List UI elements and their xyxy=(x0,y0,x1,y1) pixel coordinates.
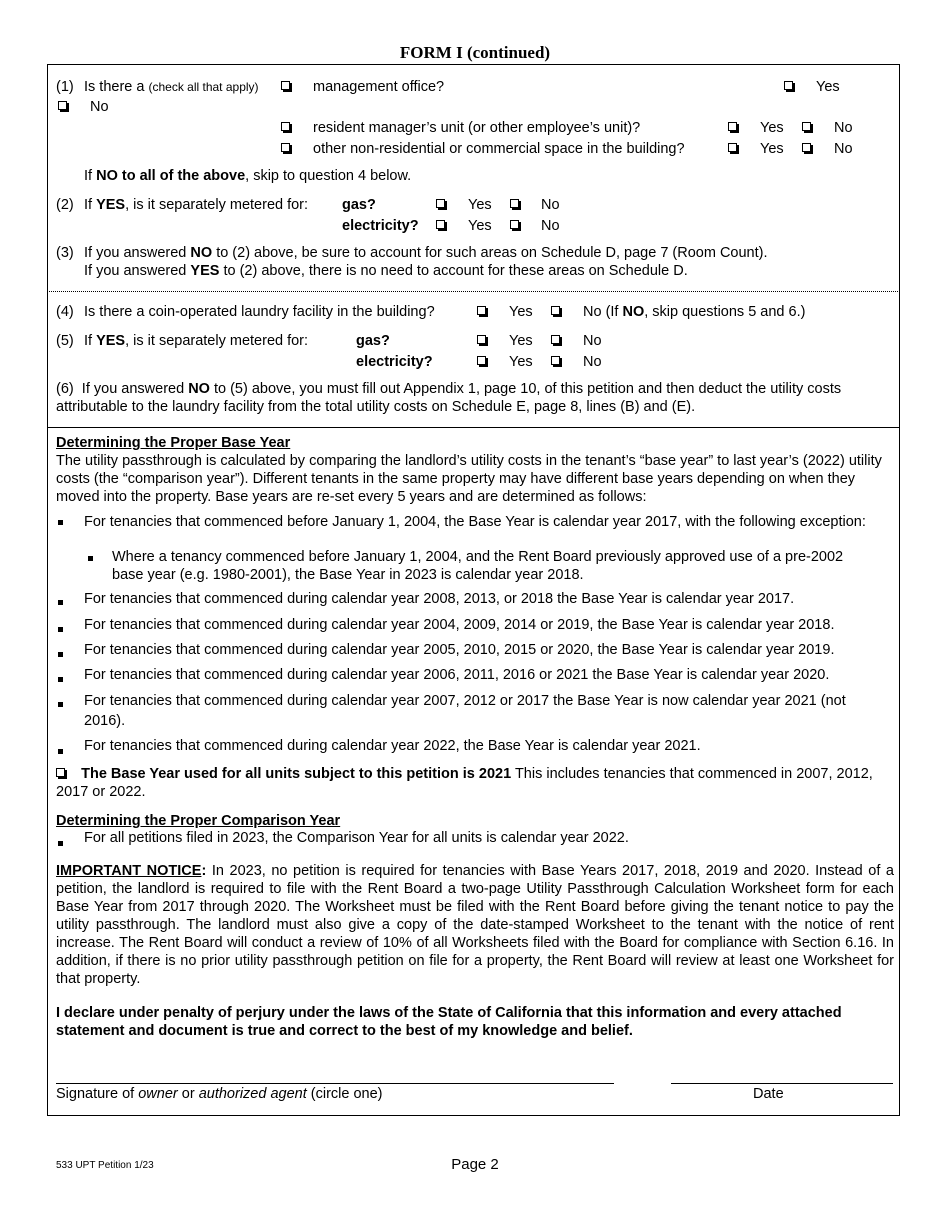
base-year-intro: The utility passthrough is calculated by comparing the landlord’s utility costs in the tenant’s “base year” to last year’s (2022) utility costs (the “comparison year”). Different tenants in the same property may have different base years depending on when they moved into the property. Base years are re-set every 5 years and are determined as follows: xyxy=(56,453,882,505)
q5-electricity-label: electricity? xyxy=(356,354,433,370)
form-id: 533 UPT Petition 1/23 xyxy=(56,1160,154,1171)
q1-item2-no-label: No xyxy=(834,120,853,136)
base-year-bullet-6: For tenancies that commenced during calendar year 2007, 2012 or 2017 the Base Year is now calendar year 2021 (not 2016). xyxy=(84,693,846,729)
checkbox-icon[interactable] xyxy=(281,143,290,152)
checkbox-icon[interactable] xyxy=(802,143,811,152)
checkbox-icon[interactable] xyxy=(477,306,486,315)
checkbox-icon[interactable] xyxy=(510,199,519,208)
q5-electricity-yes: Yes xyxy=(509,354,533,370)
comparison-year-bullet: For all petitions filed in 2023, the Comparison Year for all units is calendar year 2022. xyxy=(84,830,629,846)
q4-no-text: No (If NO, skip questions 5 and 6.) xyxy=(583,304,806,320)
section-divider xyxy=(47,427,900,428)
comparison-year-heading: Determining the Proper Comparison Year xyxy=(56,813,341,829)
important-notice: IMPORTANT NOTICE: In 2023, no petition is required for tenancies with Base Years 2017, 2018, 2019 and 2020. Instead of a petition, the landlord is required to file with the Rent Board a two-page Utility Passthrough Calculation Worksheet form for each Base Year from 2017 through 2020. The Worksheet must be filed with the Rent Board before giving the tenant notice to pay the utility passthrough. The landlord must also give a copy of the date-stamped Worksheet to the tenant with the notice of rent increase. The Rent Board will conduct a review of 10% of all Worksheets filed with the Board for compliance with Section 6.16. In addition, if there is no prior utility passthrough petition on file for a property, the Rent Board will review at least one Worksheet for that property. xyxy=(56,863,894,987)
q1-item1-yes-label: Yes xyxy=(816,79,840,95)
base-year-used: The Base Year used for all units subject to this petition is 2021 This includes tenancies that commenced in 2007, 2012, 2017 or 2022. xyxy=(56,766,873,800)
checkbox-icon[interactable] xyxy=(510,220,519,229)
q5-gas-yes: Yes xyxy=(509,333,533,349)
q1-number: (1) xyxy=(56,79,74,95)
checkbox-icon[interactable] xyxy=(56,768,65,777)
checkbox-icon[interactable] xyxy=(281,81,290,90)
bullet-icon xyxy=(58,652,63,657)
q1-item-management-office: management office? xyxy=(313,79,445,95)
base-year-bullet-3: For tenancies that commenced during calendar year 2004, 2009, 2014 or 2019, the Base Year is calendar year 2018. xyxy=(84,617,835,633)
checkbox-icon[interactable] xyxy=(784,81,793,90)
bullet-icon xyxy=(58,677,63,682)
base-year-bullet-5: For tenancies that commenced during calendar year 2006, 2011, 2016 or 2021 the Base Year is calendar year 2020. xyxy=(84,667,830,683)
base-year-bullet-2: For tenancies that commenced during calendar year 2008, 2013, or 2018 the Base Year is calendar year 2017. xyxy=(84,591,795,607)
checkbox-icon[interactable] xyxy=(281,122,290,131)
bullet-icon xyxy=(58,841,63,846)
base-year-bullet-1-sub: Where a tenancy commenced before January 1, 2004, and the Rent Board previously approved use of a pre-2002 base year (e.g. 1980-2001), the Base Year in 2023 is calendar year 2018. xyxy=(112,549,844,583)
q4-yes: Yes xyxy=(509,304,533,320)
q4-number: (4) xyxy=(56,304,74,320)
q2-text: If YES, is it separately metered for: xyxy=(84,197,309,213)
checkbox-icon[interactable] xyxy=(551,335,560,344)
bullet-icon xyxy=(58,520,63,525)
checkbox-icon[interactable] xyxy=(436,199,445,208)
checkbox-icon[interactable] xyxy=(728,143,737,152)
bullet-icon xyxy=(58,600,63,605)
checkbox-icon[interactable] xyxy=(551,306,560,315)
checkbox-icon[interactable] xyxy=(436,220,445,229)
q1-item-commercial-space: other non-residential or commercial space in the building? xyxy=(313,141,685,157)
q4-text: Is there a coin-operated laundry facility in the building? xyxy=(84,304,435,320)
checkbox-icon[interactable] xyxy=(477,335,486,344)
q1-lead: Is there a (check all that apply) xyxy=(84,79,259,95)
q2-electricity-label: electricity? xyxy=(342,218,419,234)
checkbox-icon[interactable] xyxy=(551,356,560,365)
checkbox-icon[interactable] xyxy=(58,101,67,110)
q2-gas-label: gas? xyxy=(342,197,376,213)
checkbox-icon[interactable] xyxy=(728,122,737,131)
page-number: Page 2 xyxy=(451,1156,499,1173)
signature-label: Signature of owner or authorized agent (circle one) xyxy=(56,1086,383,1102)
declaration: I declare under penalty of perjury under the laws of the State of California that this information and every attached statement and document is true and correct to the best of my knowledge and belief. xyxy=(56,1005,842,1039)
q6-text: (6) If you answered NO to (5) above, you must fill out Appendix 1, page 10, of this petition and then deduct the utility costs attributable to the laundry facility from the total utility costs on Schedule E, page 8, lines (B) and (E). xyxy=(56,381,842,415)
q1-item3-yes-label: Yes xyxy=(760,141,784,157)
q2-electricity-no: No xyxy=(541,218,560,234)
q2-electricity-yes: Yes xyxy=(468,218,492,234)
page-title: FORM I (continued) xyxy=(399,43,551,62)
dotted-divider xyxy=(47,291,900,292)
q3-number: (3) xyxy=(56,245,74,261)
bullet-icon xyxy=(58,749,63,754)
q5-gas-label: gas? xyxy=(356,333,390,349)
base-year-bullet-1: For tenancies that commenced before January 1, 2004, the Base Year is calendar year 2017, with the following exception: xyxy=(84,514,866,530)
signature-line[interactable] xyxy=(56,1083,614,1084)
q5-gas-no: No xyxy=(583,333,602,349)
bullet-icon xyxy=(88,556,93,561)
q2-gas-no: No xyxy=(541,197,560,213)
q3-line1: If you answered NO to (2) above, be sure to account for such areas on Schedule D, page 7 (Room Count). xyxy=(84,245,768,261)
q1-item3-no-label: No xyxy=(834,141,853,157)
checkbox-icon[interactable] xyxy=(477,356,486,365)
q3-line2: If you answered YES to (2) above, there is no need to account for these areas on Schedule D. xyxy=(84,263,688,279)
q5-text: If YES, is it separately metered for: xyxy=(84,333,309,349)
bullet-icon xyxy=(58,627,63,632)
q5-electricity-no: No xyxy=(583,354,602,370)
checkbox-icon[interactable] xyxy=(802,122,811,131)
base-year-heading: Determining the Proper Base Year xyxy=(56,435,291,451)
base-year-bullet-4: For tenancies that commenced during calendar year 2005, 2010, 2015 or 2020, the Base Year is calendar year 2019. xyxy=(84,642,835,658)
q5-number: (5) xyxy=(56,333,74,349)
q2-gas-yes: Yes xyxy=(468,197,492,213)
q1-skip-instruction: If NO to all of the above, skip to question 4 below. xyxy=(84,168,412,184)
bullet-icon xyxy=(58,702,63,707)
q2-number: (2) xyxy=(56,197,74,213)
date-line[interactable] xyxy=(671,1083,893,1084)
q1-item1-no-label: No xyxy=(90,99,109,115)
date-label: Date xyxy=(753,1086,784,1102)
q1-item2-yes-label: Yes xyxy=(760,120,784,136)
base-year-bullet-7: For tenancies that commenced during calendar year 2022, the Base Year is calendar year 2021. xyxy=(84,738,701,754)
q1-item-resident-manager: resident manager’s unit (or other employee’s unit)? xyxy=(313,120,641,136)
